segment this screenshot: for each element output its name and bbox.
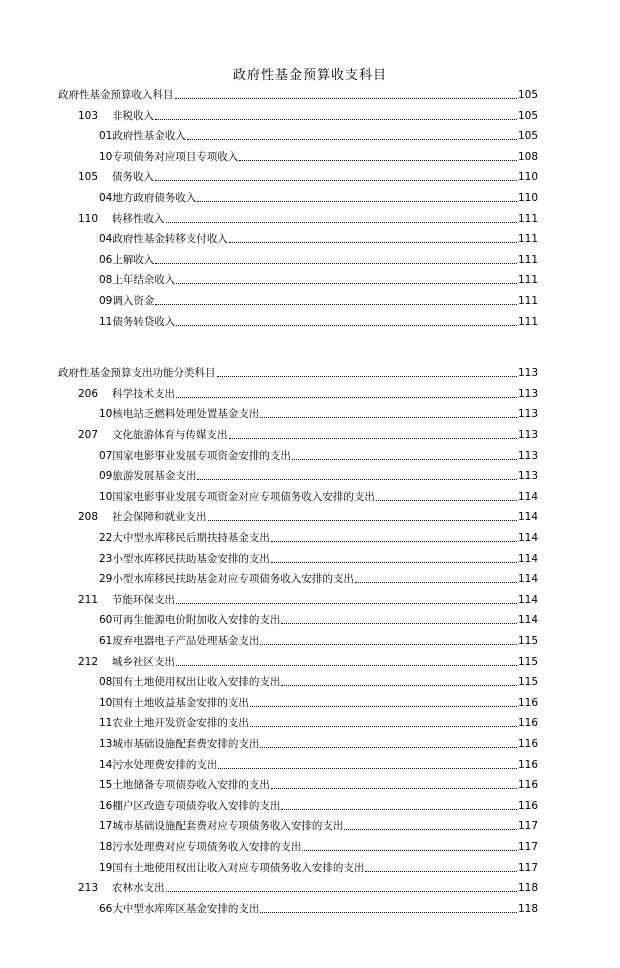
toc-page-number: 114 (517, 573, 538, 586)
toc-page-number: 114 (517, 511, 538, 524)
toc-entry-text: 08国有土地使用权出让收入安排的支出 (99, 676, 281, 689)
toc-item-entry[interactable] (99, 611, 538, 627)
toc-page-number: 116 (517, 779, 538, 792)
toc-entry-label (99, 861, 364, 875)
toc-item-entry[interactable] (99, 735, 538, 751)
toc-category-entry[interactable] (78, 426, 538, 442)
toc-dot-leader (260, 912, 517, 913)
toc-entry-text: 61废弃电器电子产品处理基金支出 (99, 635, 260, 647)
toc-page-number: 114 (517, 593, 538, 606)
toc-dot-leader (271, 541, 517, 542)
toc-entry-code: 208 (78, 511, 99, 524)
toc-entry-label (99, 634, 259, 648)
toc-page-number: 108 (517, 150, 538, 163)
toc-dot-leader (281, 685, 517, 686)
toc-entry-label (99, 294, 154, 308)
toc-section-heading[interactable] (58, 86, 538, 102)
toc-entry-text: 科学技术支出 (112, 387, 175, 400)
toc-entry-text: 29小型水库移民扶助基金对应专项债务收入安排的支出 (99, 573, 354, 586)
toc-page-number: 118 (517, 902, 538, 915)
toc-entry-text: 22大中型水库移民后期扶持基金支出 (99, 532, 270, 544)
toc-entry-text: 09旅游发展基金支出 (99, 470, 197, 483)
toc-entry-label (99, 469, 196, 483)
toc-page-number: 113 (517, 470, 538, 483)
toc-entry-code: 105 (78, 171, 99, 184)
toc-page-number: 117 (517, 820, 538, 833)
toc-dot-leader (271, 788, 517, 789)
toc-item-entry[interactable] (99, 488, 538, 504)
toc-page-number: 111 (517, 212, 538, 225)
toc-entry-text: 10国家电影事业发展专项资金对应专项债务收入安排的支出 (99, 490, 375, 503)
toc-page-number: 110 (517, 171, 538, 184)
toc-dot-leader (355, 582, 517, 583)
toc-entry-text: 23小型水库移民扶助基金安排的支出 (99, 552, 270, 565)
toc-entry-text: 15土地储备专项债券收入安排的支出 (99, 779, 270, 792)
toc-dot-leader (155, 180, 517, 181)
toc-section-heading[interactable] (58, 364, 538, 380)
toc-entry-code: 207 (78, 429, 99, 441)
toc-entry-label (99, 531, 270, 545)
toc-page-number: 117 (517, 861, 538, 874)
toc-entry-text: 13城市基础设施配套费安排的支出 (99, 738, 260, 750)
toc-dot-leader (176, 603, 517, 604)
toc-page-number: 116 (517, 758, 538, 771)
toc-dot-leader (260, 644, 517, 645)
toc-entry-code: 110 (78, 212, 99, 225)
toc-entry-label (99, 902, 259, 916)
toc-page-number: 105 (517, 109, 538, 122)
toc-entry-text: 10专项债务对应项目专项收入 (99, 150, 239, 163)
toc-dot-leader (344, 829, 517, 830)
toc-entry-text: 农林水支出 (112, 882, 165, 895)
toc-entry-text: 转移性收入 (112, 212, 165, 225)
toc-entry-label (99, 150, 238, 164)
toc-entry-label (78, 109, 154, 123)
toc-item-entry[interactable] (99, 230, 538, 246)
toc-category-entry[interactable] (78, 508, 538, 524)
toc-entry-label (99, 716, 249, 730)
toc-entry-text: 04政府性基金转移支付收入 (99, 233, 228, 246)
toc-dot-leader (166, 891, 517, 892)
toc-entry-label (78, 655, 175, 669)
toc-dot-leader (176, 665, 517, 666)
toc-dot-leader (250, 726, 517, 727)
toc-entry-label (99, 675, 280, 689)
toc-dot-leader (281, 809, 517, 810)
toc-item-entry[interactable] (99, 251, 538, 267)
toc-item-entry[interactable] (99, 529, 538, 545)
toc-page-number: 116 (517, 696, 538, 709)
toc-dot-leader (271, 562, 517, 563)
toc-category-entry[interactable] (78, 879, 538, 895)
toc-entry-text: 01政府性基金收入 (99, 130, 186, 143)
toc-item-entry[interactable] (99, 570, 538, 586)
toc-entry-label (78, 170, 154, 184)
page-title: 政府性基金预算收支科目 (232, 68, 387, 83)
toc-entry-label (99, 232, 228, 246)
toc-dot-leader (155, 263, 517, 264)
toc-item-entry[interactable] (99, 189, 538, 205)
toc-category-entry[interactable] (78, 385, 538, 401)
toc-entry-code: 212 (78, 655, 99, 668)
toc-page-number: 117 (517, 841, 538, 853)
toc-entry-text: 债务收入 (112, 171, 154, 184)
toc-entry-label (78, 593, 175, 607)
toc-item-entry[interactable] (99, 859, 538, 875)
toc-dot-leader (239, 160, 517, 161)
toc-entry-text: 14污水处理费安排的支出 (99, 758, 218, 771)
toc-entry-text: 09调入资金 (99, 295, 155, 307)
toc-item-entry[interactable] (99, 405, 538, 421)
toc-dot-leader (187, 139, 517, 140)
toc-entry-label (78, 510, 207, 524)
toc-entry-label (99, 840, 301, 854)
toc-entry-label (58, 88, 174, 102)
toc-dot-leader (176, 397, 517, 398)
toc-entry-text: 60可再生能源电价附加收入安排的支出 (99, 614, 281, 627)
toc-dot-leader (229, 242, 517, 243)
toc-page-number: 110 (517, 192, 538, 204)
toc-page-number: 118 (517, 882, 538, 895)
toc-page-number: 116 (517, 738, 538, 750)
toc-entry-label (78, 212, 165, 226)
toc-page-number: 111 (517, 295, 538, 307)
toc-entry-text: 04地方政府债务收入 (99, 192, 197, 204)
toc-entry-text: 10国有土地收益基金安排的支出 (99, 696, 249, 709)
toc-entry-label (99, 799, 280, 813)
toc-entry-text: 06上解收入 (99, 253, 155, 266)
toc-entry-text: 政府性基金预算收入科目 (58, 89, 174, 101)
toc-category-entry[interactable] (78, 107, 538, 123)
toc-entry-label (99, 253, 154, 267)
toc-page-number: 113 (517, 429, 538, 441)
toc-entry-code: 206 (78, 387, 99, 400)
toc-entry-text: 08上年结余收入 (99, 274, 176, 287)
toc-dot-leader (218, 768, 517, 769)
toc-entry-label (99, 490, 375, 504)
toc-dot-leader (155, 304, 517, 305)
toc-entry-label (58, 366, 216, 380)
toc-item-entry[interactable] (99, 292, 538, 308)
toc-entry-code: 103 (78, 109, 99, 122)
toc-entry-label (78, 428, 228, 442)
toc-entry-text: 文化旅游体育与传媒支出 (112, 429, 228, 441)
toc-dot-leader (260, 747, 517, 748)
toc-item-entry[interactable] (99, 148, 538, 164)
toc-entry-label (99, 407, 259, 421)
toc-dot-leader (376, 500, 517, 501)
toc-entry-text: 社会保障和就业支出 (112, 511, 207, 524)
toc-dot-leader (176, 283, 517, 284)
toc-entry-label (99, 572, 354, 586)
toc-page-number: 111 (517, 274, 538, 287)
toc-entry-text: 节能环保支出 (112, 593, 175, 606)
toc-page-number: 113 (517, 449, 538, 462)
toc-dot-leader (175, 98, 517, 99)
toc-dot-leader (166, 222, 517, 223)
toc-dot-leader (197, 201, 517, 202)
toc-item-entry[interactable] (99, 900, 538, 916)
toc-page-number: 113 (517, 408, 538, 421)
toc-item-entry[interactable] (99, 127, 538, 143)
toc-category-entry[interactable] (78, 591, 538, 607)
toc-dot-leader (281, 623, 517, 624)
toc-item-entry[interactable] (99, 313, 538, 329)
toc-entry-label (99, 129, 186, 143)
toc-entry-code: 213 (78, 882, 99, 895)
toc-entry-text: 非税收入 (112, 109, 154, 122)
toc-entry-label (99, 758, 217, 772)
toc-item-entry[interactable] (99, 673, 538, 689)
toc-page-number: 111 (517, 253, 538, 266)
toc-dot-leader (176, 325, 517, 326)
toc-item-entry[interactable] (99, 694, 538, 710)
toc-entry-code: 211 (78, 593, 99, 606)
toc-entry-label (99, 778, 270, 792)
toc-entry-text: 11农业土地开发资金安排的支出 (99, 717, 249, 730)
toc-entry-label (99, 449, 291, 463)
toc-page-number: 105 (517, 89, 538, 101)
toc-page-number: 111 (517, 233, 538, 246)
toc-item-entry[interactable] (99, 467, 538, 483)
toc-item-entry[interactable] (99, 838, 538, 854)
toc-entry-text: 11债务转贷收入 (99, 315, 176, 328)
toc-item-entry[interactable] (99, 271, 538, 287)
toc-dot-leader (292, 459, 517, 460)
toc-page-number: 113 (517, 367, 538, 380)
toc-entry-label (99, 552, 270, 566)
toc-dot-leader (260, 417, 517, 418)
toc-page-number: 114 (517, 532, 538, 544)
toc-page-number: 115 (517, 635, 538, 647)
toc-page-number: 116 (517, 717, 538, 730)
toc-dot-leader (197, 479, 517, 480)
toc-item-entry[interactable] (99, 817, 538, 833)
toc-item-entry[interactable] (99, 550, 538, 566)
toc-entry-text: 66大中型水库库区基金安排的支出 (99, 902, 260, 915)
toc-page-number: 115 (517, 676, 538, 689)
toc-entry-label (99, 315, 175, 329)
toc-page-number: 114 (517, 552, 538, 565)
toc-item-entry[interactable] (99, 447, 538, 463)
toc-dot-leader (365, 871, 517, 872)
toc-entry-text: 07国家电影事业发展专项资金安排的支出 (99, 449, 291, 462)
toc-dot-leader (155, 119, 517, 120)
toc-entry-text: 19国有土地使用权出让收入对应专项债务收入安排的支出 (99, 861, 365, 874)
toc-dot-leader (250, 706, 517, 707)
toc-category-entry[interactable] (78, 168, 538, 184)
toc-item-entry[interactable] (99, 714, 538, 730)
toc-entry-text: 17城市基础设施配套费对应专项债务收入安排的支出 (99, 820, 344, 833)
toc-item-entry[interactable] (99, 756, 538, 772)
toc-dot-leader (229, 438, 517, 439)
toc-entry-label (99, 696, 249, 710)
toc-entry-label (78, 881, 165, 895)
toc-item-entry[interactable] (99, 797, 538, 813)
toc-dot-leader (217, 376, 517, 377)
toc-entry-label (99, 819, 343, 833)
toc-entry-text: 10核电站乏燃料处理处置基金支出 (99, 408, 260, 421)
toc-item-entry[interactable] (99, 632, 538, 648)
toc-page-number: 116 (517, 799, 538, 812)
toc-entry-label (99, 191, 196, 205)
toc-entry-text: 城乡社区支出 (112, 655, 175, 668)
toc-page-number: 115 (517, 655, 538, 668)
toc-entry-label (99, 613, 280, 627)
toc-entry-label (99, 737, 259, 751)
toc-entry-text: 18污水处理费对应专项债务收入安排的支出 (99, 841, 302, 853)
toc-dot-leader (302, 850, 517, 851)
toc-dot-leader (208, 520, 517, 521)
toc-entry-text: 政府性基金预算支出功能分类科目 (58, 367, 216, 380)
toc-page-number: 111 (517, 315, 538, 328)
toc-page-number: 114 (517, 614, 538, 627)
toc-item-entry[interactable] (99, 776, 538, 792)
toc-category-entry[interactable] (78, 210, 538, 226)
toc-entry-text: 16棚户区改造专项债券收入安排的支出 (99, 799, 281, 812)
toc-page-number: 114 (517, 490, 538, 503)
toc-page-number: 113 (517, 387, 538, 400)
toc-page-number: 105 (517, 130, 538, 143)
toc-entry-label (99, 273, 175, 287)
toc-entry-label (78, 387, 175, 401)
toc-category-entry[interactable] (78, 653, 538, 669)
